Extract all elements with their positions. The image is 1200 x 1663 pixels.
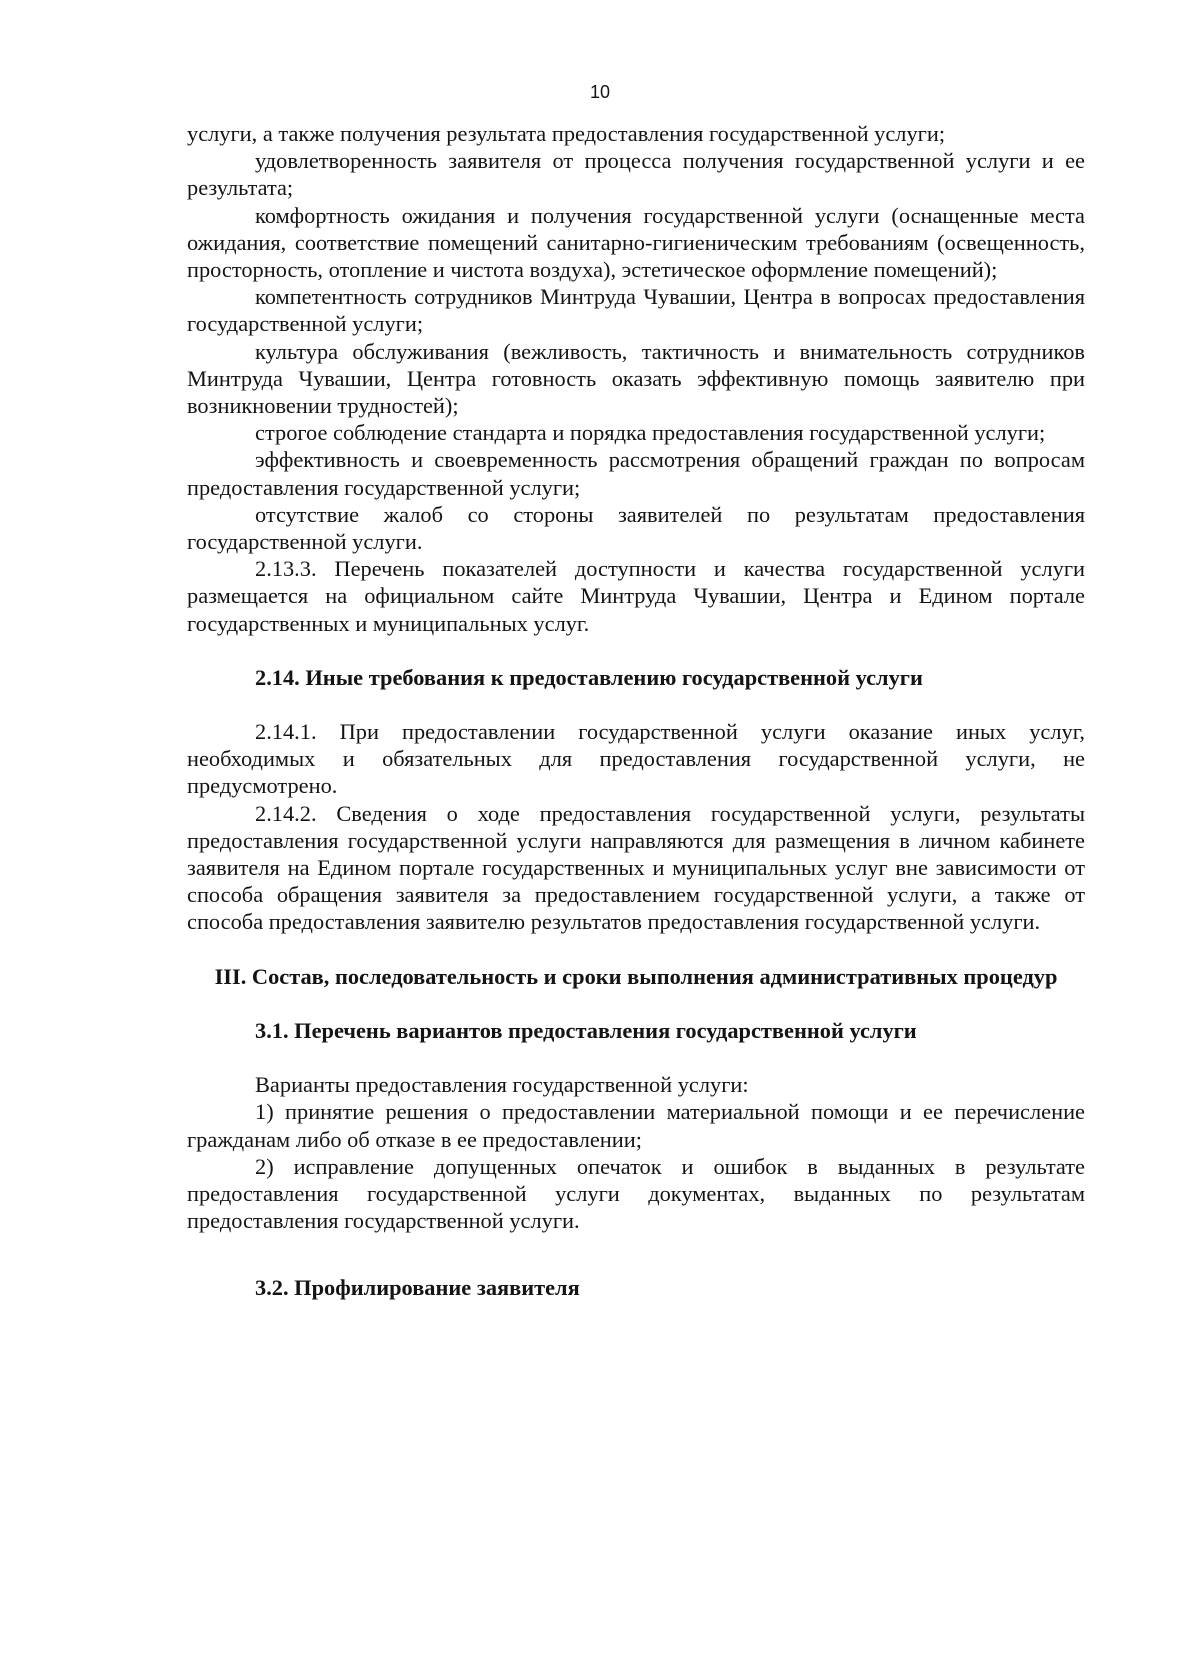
section-heading-3-1: 3.1. Перечень вариантов предоставления государственной услуги — [255, 1017, 917, 1043]
list-item: 2) исправление допущенных опечаток и ошибок в выданных в результате предоставления государственной услуги документах, выданных по результатам предоставления государственной услуги. — [187, 1153, 1085, 1234]
list-item: 1) принятие решения о предоставлении материальной помощи и ее перечисление гражданам либо об отказе в ее предоставлении; — [187, 1099, 1085, 1152]
chapter-heading-3: III. Состав, последовательность и сроки выполнения административных процедур — [214, 963, 1058, 989]
paragraph: 2.14.1. При предоставлении государственной услуги оказание иных услуг, необходимых и обязательных для предоставления государственной услуги, не предусмотрено. — [187, 719, 1085, 799]
page-number: 10 — [589, 82, 611, 102]
section-heading-3-2: 3.2. Профилирование заявителя — [255, 1275, 580, 1301]
section-heading-2-14: 2.14. Иные требования к предоставлению государственной услуги — [255, 664, 923, 690]
paragraph: культура обслуживания (вежливость, тактичность и внимательность сотрудников Минтруда Чувашии, Центра готовность оказать эффективную помощь заявителю при возникновении трудностей); — [187, 338, 1085, 419]
document-body — [187, 120, 1085, 1302]
paragraph: услуги, а также получения результата предоставления государственной услуги; — [187, 121, 946, 146]
paragraph: удовлетворенность заявителя от процесса получения государственной услуги и ее результата; — [187, 148, 1085, 201]
paragraph: строгое соблюдение стандарта и порядка предоставления государственной услуги; — [255, 420, 1046, 446]
paragraph: Варианты предоставления государственной услуги: — [255, 1072, 749, 1098]
paragraph: 2.14.2. Сведения о ходе предоставления государственной услуги, результаты предоставления государственной услуги направляются для размещения в личном кабинете заявителя на Едином портале государственных и муниципальных услуг вне зависимости от способа обращения заявителя за предоставлением государственной услуги, а также от способа предоставления заявителю результатов предоставления государственной услуги. — [187, 800, 1085, 935]
paragraph: компетентность сотрудников Минтруда Чувашии, Центра в вопросах предоставления государственной услуги; — [187, 284, 1085, 337]
paragraph: комфортность ожидания и получения государственной услуги (оснащенные места ожидания, соответствие помещений санитарно-гигиеническим требованиям (освещенность, просторность, отопление и чистота воздуха), эстетическое оформление помещений); — [187, 202, 1085, 283]
paragraph: эффективность и своевременность рассмотрения обращений граждан по вопросам предоставления государственной услуги; — [187, 447, 1085, 500]
paragraph: 2.13.3. Перечень показателей доступности и качества государственной услуги размещается на официальном сайте Минтруда Чувашии, Центра и Едином портале государственных и муниципальных услуг. — [187, 556, 1085, 636]
paragraph: отсутствие жалоб со стороны заявителей по результатам предоставления государственной услуги. — [187, 501, 1085, 555]
